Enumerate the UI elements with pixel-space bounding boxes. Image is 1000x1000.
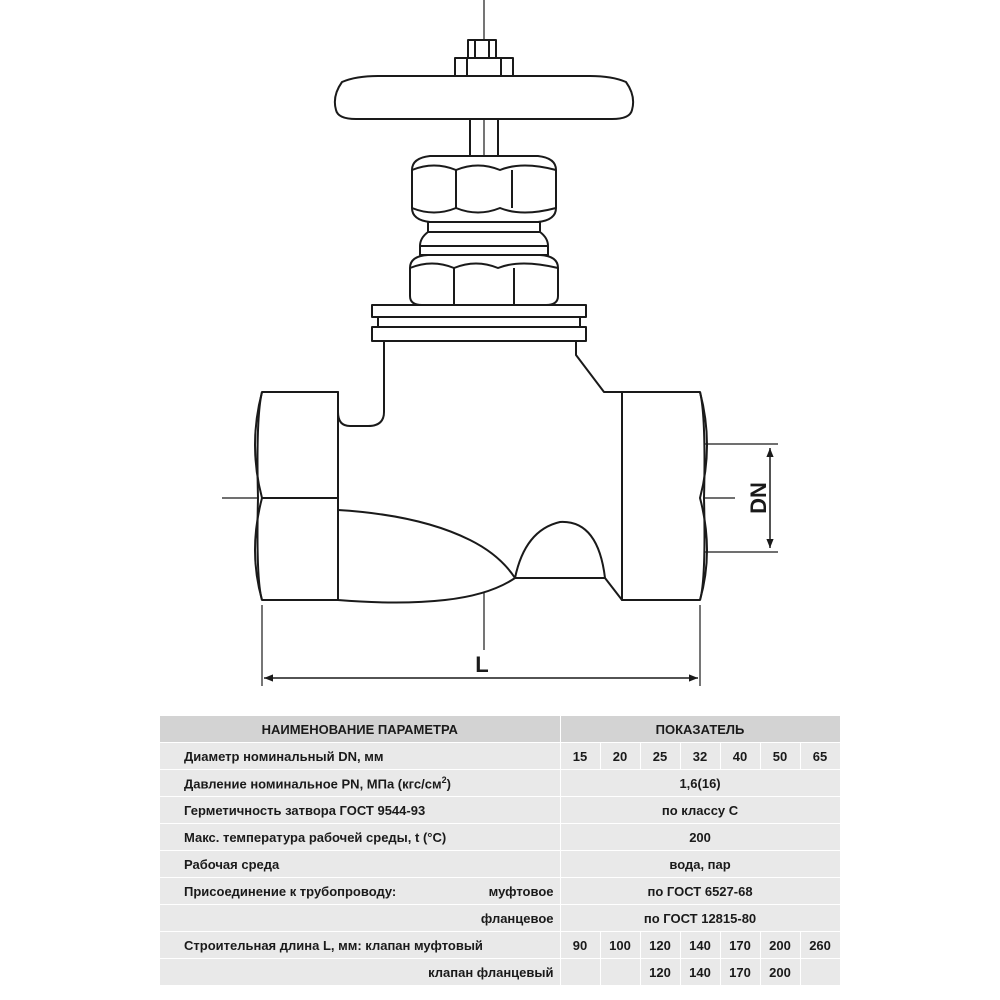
length-flange-value: 200 [760, 959, 800, 986]
diameter-value: 65 [800, 743, 840, 770]
right-end-hex [622, 392, 707, 600]
top-nut [455, 40, 513, 76]
length-coupling-value: 200 [760, 932, 800, 959]
temperature-value: 200 [560, 824, 840, 851]
header-param: НАИМЕНОВАНИЕ ПАРАМЕТРА [160, 716, 560, 743]
length-flange-value [560, 959, 600, 986]
table-row [160, 743, 840, 770]
length-coupling-value: 140 [680, 932, 720, 959]
header-value: ПОКАЗАТЕЛЬ [560, 716, 840, 743]
table-header-row [160, 716, 840, 743]
connection-value-flange: по ГОСТ 12815-80 [560, 905, 840, 932]
length-coupling-value: 170 [720, 932, 760, 959]
temperature-label: Макс. температура рабочей среды, t (°С) [160, 824, 560, 851]
table-row [160, 851, 840, 878]
diameter-value: 50 [760, 743, 800, 770]
l-label: L [475, 652, 489, 677]
tightness-value: по классу С [560, 797, 840, 824]
length-flange-value [800, 959, 840, 986]
length-flange-value: 170 [720, 959, 760, 986]
table-row [160, 905, 840, 932]
upper-hex-nut [412, 156, 556, 222]
pressure-value: 1,6(16) [560, 770, 840, 797]
tightness-label: Герметичность затвора ГОСТ 9544-93 [160, 797, 560, 824]
medium-value: вода, пар [560, 851, 840, 878]
length-flange-value [600, 959, 640, 986]
length-flange-value: 140 [680, 959, 720, 986]
diameter-value: 25 [640, 743, 680, 770]
diameter-value: 40 [720, 743, 760, 770]
table-row [160, 932, 840, 959]
handwheel [335, 76, 633, 119]
length-coupling-value: 120 [640, 932, 680, 959]
left-end-hex [255, 392, 338, 600]
length-flange-value: 120 [640, 959, 680, 986]
gland-neck [420, 222, 548, 255]
connection-value-coupling: по ГОСТ 6527-68 [560, 878, 840, 905]
diameter-label: Диаметр номинальный DN, мм [160, 743, 560, 770]
connection-sub-coupling: муфтовое [488, 883, 554, 899]
length-label: Строительная длина L, мм: клапан муфтовый [160, 932, 560, 959]
length-flange-label: клапан фланцевый [160, 959, 560, 986]
table-row [160, 824, 840, 851]
table-row [160, 878, 840, 905]
connection-sub-flange: фланцевое [160, 905, 560, 932]
length-coupling-value: 260 [800, 932, 840, 959]
length-coupling-value: 100 [600, 932, 640, 959]
valve-body [338, 341, 622, 603]
spec-table [160, 716, 841, 986]
diameter-value: 32 [680, 743, 720, 770]
bonnet-flange [372, 305, 586, 341]
diameter-value: 15 [560, 743, 600, 770]
table-row [160, 770, 840, 797]
connection-label: Присоединение к трубопроводу: муфтовое [160, 878, 560, 905]
lower-hex-nut [410, 255, 558, 305]
table-row [160, 959, 840, 986]
table-row [160, 797, 840, 824]
pressure-label: Давление номинальное PN, МПа $(кгс/см^2)$ [160, 770, 560, 797]
medium-label: Рабочая среда [160, 851, 560, 878]
length-coupling-value: 90 [560, 932, 600, 959]
diameter-value: 20 [600, 743, 640, 770]
dn-label: DN [746, 482, 771, 514]
